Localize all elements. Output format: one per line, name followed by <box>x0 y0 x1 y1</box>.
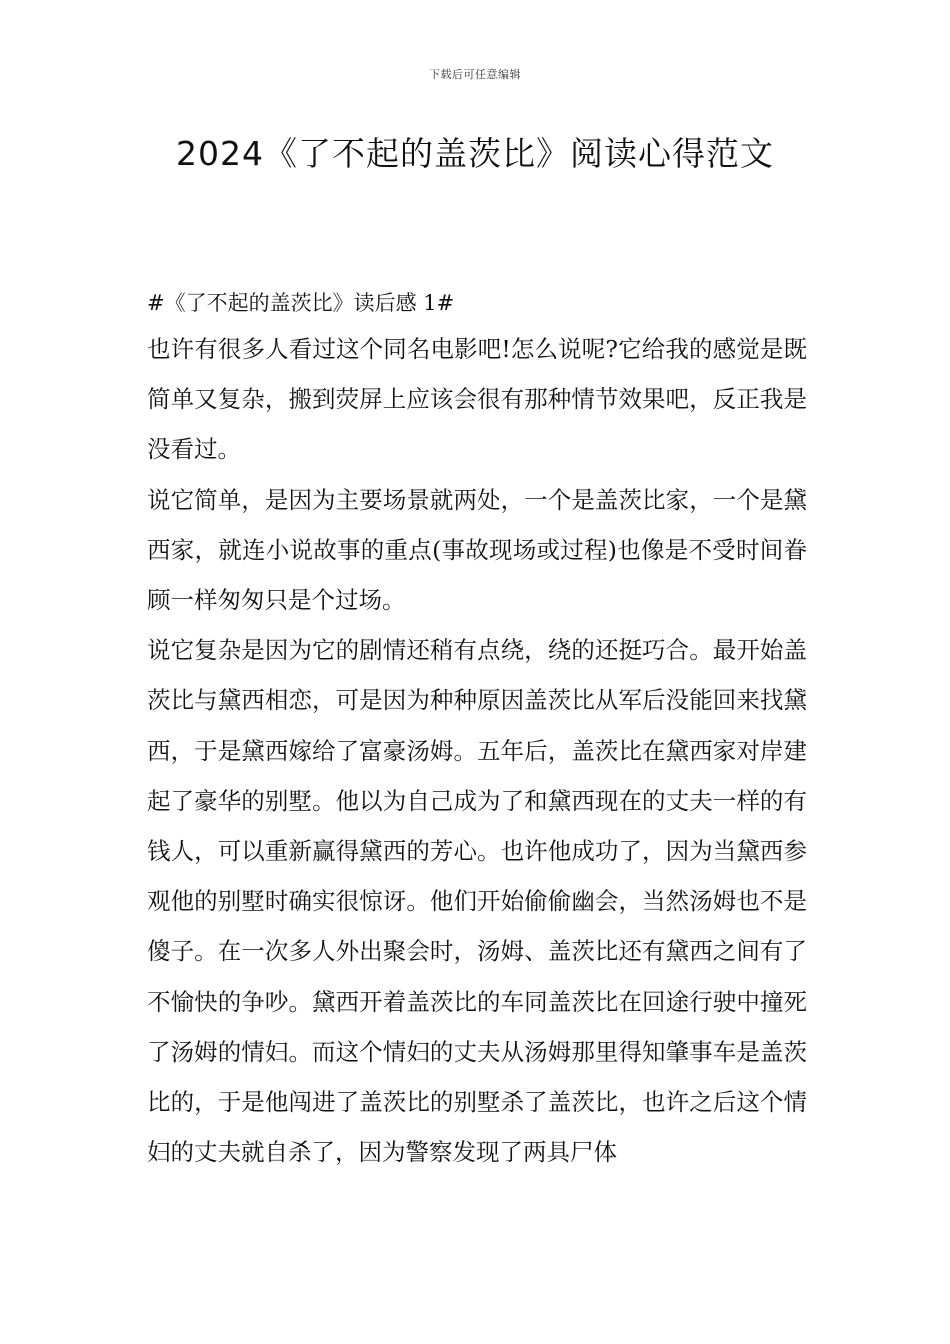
section-heading: #《了不起的盖茨比》读后感 1# <box>147 291 455 315</box>
document-body <box>147 282 807 1177</box>
paragraph-3: 说它复杂是因为它的剧情还稍有点绕，绕的还挺巧合。最开始盖茨比与黛西相恋，可是因为种种原因盖茨比从军后没能回来找黛西，于是黛西嫁给了富豪汤姆。五年后，盖茨比在黛西家对岸建起了豪华的别墅。他以为自己成为了和黛西现在的丈夫一样的有钱人，可以重新赢得黛西的芳心。也许他成功了，因为当黛西参观他的别墅时确实很惊讶。他们开始偷偷幽会，当然汤姆也不是傻子。在一次多人外出聚会时，汤姆、盖茨比还有黛西之间有了不愉快的争吵。黛西开着盖茨比的车同盖茨比在回途行驶中撞死了汤姆的情妇。而这个情妇的丈夫从汤姆那里得知肇事车是盖茨比的，于是他闯进了盖茨比的别墅杀了盖茨比，也许之后这个情妇的丈夫就自杀了，因为警察发现了两具尸体 <box>147 636 807 1167</box>
header-note: 下载后可任意编辑 <box>429 68 521 81</box>
document-title: 2024《了不起的盖茨比》阅读心得范文 <box>176 134 774 173</box>
paragraph-1: 也许有很多人看过这个同名电影吧!怎么说呢?它给我的感觉是既简单又复杂，搬到荧屏上应该会很有那种情节效果吧，反正我是没看过。 <box>147 335 807 464</box>
paragraph-2: 说它简单，是因为主要场景就两处，一个是盖茨比家，一个是黛西家，就连小说故事的重点(事故现场或过程)也像是不受时间眷顾一样匆匆只是个过场。 <box>147 485 807 615</box>
